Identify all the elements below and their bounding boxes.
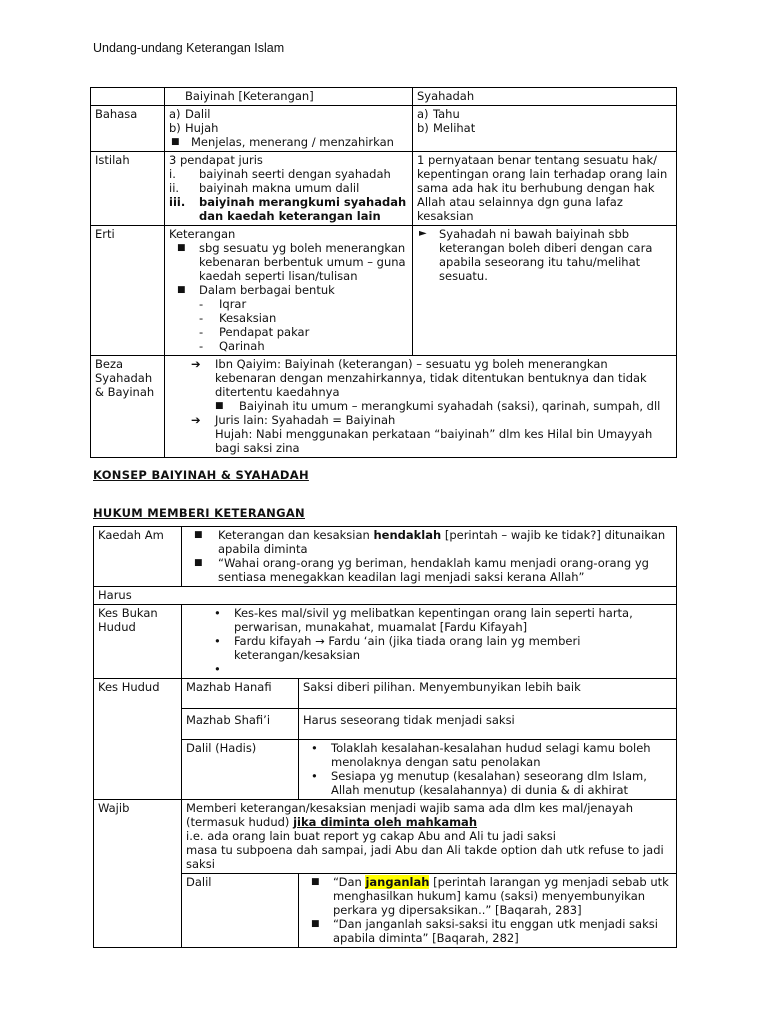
bullet-dot-icon: • [214,634,221,648]
list-item [169,135,408,149]
hanafi-text: Saksi diberi pilihan. Menyembunyikan lebih baik [299,679,677,709]
header-syahadah [413,88,677,106]
list-item [311,917,672,945]
list-item [169,283,408,297]
list-item [169,121,408,135]
erti-baiyinah-cell [165,226,413,356]
list-item [186,556,672,584]
kes-bukan-cell [182,605,677,679]
list-text: Syahadah ni bawah baiyinah sbb keterangan boleh diberi dengan cara apabila seseorang itu tahu/melihat sesuatu. [439,227,653,283]
quote-text-post: [perintah larangan yg menjadi sebab utk menghasilkan hukum] kamu (saksi) menyembunyikan perkara yg dipersaksikan..” [Baqarah, 283] [333,875,669,917]
wajib-dalil-label: Dalil [182,874,299,948]
list-item [169,107,408,121]
list-text: Kesaksian [219,311,277,325]
list-text: “Dan janganlah saksi-saksi itu enggan utk menjadi saksi apabila diminta” [Baqarah, 282] [333,917,658,945]
row-label-harus: Harus [94,587,677,605]
table-row-harus [94,587,677,605]
kaedah-cell [182,527,677,587]
list-item [186,662,672,676]
list-item [169,357,672,399]
quote-highlight: janganlah [365,875,430,889]
table-row-hanafi [94,679,677,709]
list-item [303,741,672,769]
table-row-dalil-hadis [94,740,677,800]
wajib-dalil-cell [299,874,677,948]
table-header-row [91,88,677,106]
dash-marker: - [199,311,204,325]
dash-marker: - [199,297,204,311]
square-bullet-icon: ■ [177,243,186,253]
square-bullet-icon: ■ [194,558,203,568]
list-item [303,769,672,797]
list-item [186,606,672,634]
row-label-kes-bukan: Kes Bukan Hudud [94,605,182,679]
erti-syahadah-cell [413,226,677,356]
row-label-wajib: Wajib [94,800,182,948]
list-text: “Wahai orang-orang yg beriman, hendaklah kamu menjadi orang-orang yg sentiasa menegakkan keadilan lagi menjadi saksi kerana Allah” [218,556,649,584]
list-text: Sesiapa yg menutup (kesalahan) seseorang dlm Islam, Allah menutup (kesalahannya) di dunia & di akhirat [331,769,647,797]
square-bullet-icon: ■ [171,137,180,147]
list-text: Fardu kifayah → Fardu ‘ain (jika tiada orang lain yg memberi keterangan/kesaksian [234,634,581,662]
list-text: Hujah [185,121,219,135]
dalil-hadis-label: Dalil (Hadis) [182,740,299,800]
table-row-beza [91,356,677,458]
wajib-paragraph [186,801,672,829]
list-text: Ibn Qaiyim: Baiyinah (keterangan) – sesuatu yg boleh menerangkan kebenaran dengan menzahirkannya, tidak ditentukan bentuknya dan tidak ditertentu kaedahnya [215,357,647,399]
header-baiyinah-text: Baiyinah [Keterangan] [185,89,314,103]
list-marker: a) [169,107,181,121]
list-item [169,181,408,195]
list-item [169,167,408,181]
list-text: Menjelas, menerang / menzahirkan [191,135,394,149]
list-item [169,311,408,325]
list-item [169,399,672,413]
list-item [186,528,672,556]
list-text: baiyinah makna umum dalil [199,181,360,195]
table-row-erti [91,226,677,356]
bullet-dot-icon: • [214,662,221,676]
document-title: Undang-undang Keterangan Islam [93,41,285,55]
list-text: Tahu [433,107,460,121]
header-syahadah-text: Syahadah [417,89,475,103]
baiyinah-syahadah-table [90,87,677,458]
dash-marker: - [199,339,204,353]
istilah-intro: 3 pendapat juris [169,153,263,167]
row-label-beza: Beza Syahadah & Bayinah [91,356,165,458]
row-label-kaedah: Kaedah Am [94,527,182,587]
table-row-istilah [91,152,677,226]
wajib-text: Memberi keterangan/kesaksian menjadi wajib sama ada dlm kes mal/jenayah (termasuk hudud) [186,801,633,829]
hujah-text: Hujah: Nabi menggunakan perkataan “baiyinah” dlm kes Hilal bin Umayyah bagi saksi zina [215,427,653,455]
shafii-label: Mazhab Shafi’i [182,709,299,740]
list-text: Melihat [433,121,476,135]
bullet-dot-icon: • [311,741,318,755]
list-item [169,195,408,223]
list-text: Iqrar [219,297,247,311]
istilah-baiyinah-cell [165,152,413,226]
list-item [417,107,672,121]
list-marker: b) [417,121,429,135]
shafii-text: Harus seseorang tidak menjadi saksi [299,709,677,740]
list-marker: a) [417,107,429,121]
square-bullet-icon: ■ [215,401,224,411]
table-row-shafii [94,709,677,740]
bahasa-baiyinah-cell [165,106,413,152]
list-text: baiyinah seerti dengan syahadah [199,167,391,181]
list-text: Pendapat pakar [219,325,310,339]
quote-text-pre: “Dan [333,875,366,889]
row-label-istilah: Istilah [91,152,165,226]
beza-cell [165,356,677,458]
square-bullet-icon: ■ [194,530,203,540]
hukum-keterangan-table [93,526,677,948]
kaedah-text-post: [perintah – wajib ke tidak?] ditunaikan apabila diminta [218,528,666,556]
bullet-dot-icon: • [311,769,318,783]
list-item [169,241,408,283]
kaedah-text-bold: hendaklah [373,528,442,542]
list-item [169,325,408,339]
square-bullet-icon: ■ [311,877,320,887]
table-row-bahasa [91,106,677,152]
bahasa-syahadah-cell [413,106,677,152]
right-arrow-icon: ➔ [191,413,201,427]
list-marker: ii. [169,181,180,195]
section-heading-konsep: KONSEP BAIYINAH & SYAHADAH [93,468,309,482]
dash-marker: - [199,325,204,339]
list-text: Qarinah [219,339,265,353]
list-item [169,297,408,311]
triangle-arrow-icon: ► [419,228,427,239]
kaedah-text-pre: Keterangan dan kesaksian [218,528,374,542]
erti-intro: Keterangan [169,227,236,241]
list-text: Baiyinah itu umum – merangkumi syahadah (saksi), qarinah, sumpah, dll [239,399,661,413]
header-empty-cell [91,88,165,106]
list-item [417,227,672,283]
list-item [311,875,672,917]
list-text: Dalil [185,107,211,121]
table-row-wajib [94,800,677,874]
hanafi-label: Mazhab Hanafi [182,679,299,709]
row-label-kes-hudud: Kes Hudud [94,679,182,800]
list-text: sbg sesuatu yg boleh menerangkan kebenaran berbentuk umum – guna kaedah seperti lisan/tulisan [199,241,406,283]
table-row-wajib-dalil [94,874,677,948]
istilah-syahadah-cell: 1 pernyataan benar tentang sesuatu hak/ kepentingan orang lain terhadap orang lain sama ada hak itu berhubung dengan hak Allah atau selainnya dgn guna lafaz kesaksian [413,152,677,226]
list-marker: i. [169,167,176,181]
table-row-kaedah [94,527,677,587]
bullet-dot-icon: • [214,606,221,620]
section-heading-hukum: HUKUM MEMBERI KETERANGAN [93,506,305,520]
list-text: baiyinah merangkumi syahadah dan kaedah keterangan lain [199,195,407,223]
square-bullet-icon: ■ [311,919,320,929]
square-bullet-icon: ■ [177,285,186,295]
list-marker: b) [169,121,181,135]
list-text: Juris lain: Syahadah = Baiyinah [215,413,396,427]
list-item [186,634,672,662]
wajib-subpoena: masa tu subpoena dah sampai, jadi Abu dan Ali takde option dah utk refuse to jadi saksi [186,843,664,871]
list-marker: iii. [169,195,186,209]
list-text: Dalam berbagai bentuk [199,283,335,297]
row-label-bahasa: Bahasa [91,106,165,152]
list-text: Kes-kes mal/sivil yg melibatkan kepentingan orang lain seperti harta, perwarisan, munakahat, muamalat [Fardu Kifayah] [234,606,633,634]
list-item [417,121,672,135]
row-label-erti: Erti [91,226,165,356]
dalil-hadis-cell [299,740,677,800]
wajib-text-bold: jika diminta oleh mahkamah [293,815,478,829]
list-text: Tolaklah kesalahan-kesalahan hudud selagi kamu boleh menolaknya dengan satu penolakan [331,741,651,769]
table-row-kes-bukan-hudud [94,605,677,679]
wajib-example: i.e. ada orang lain buat report yg cakap Abu and Ali tu jadi saksi [186,829,556,843]
list-item [169,339,408,353]
header-baiyinah [165,88,413,106]
list-item [169,413,672,427]
wajib-cell [182,800,677,874]
right-arrow-icon: ➔ [191,357,201,371]
